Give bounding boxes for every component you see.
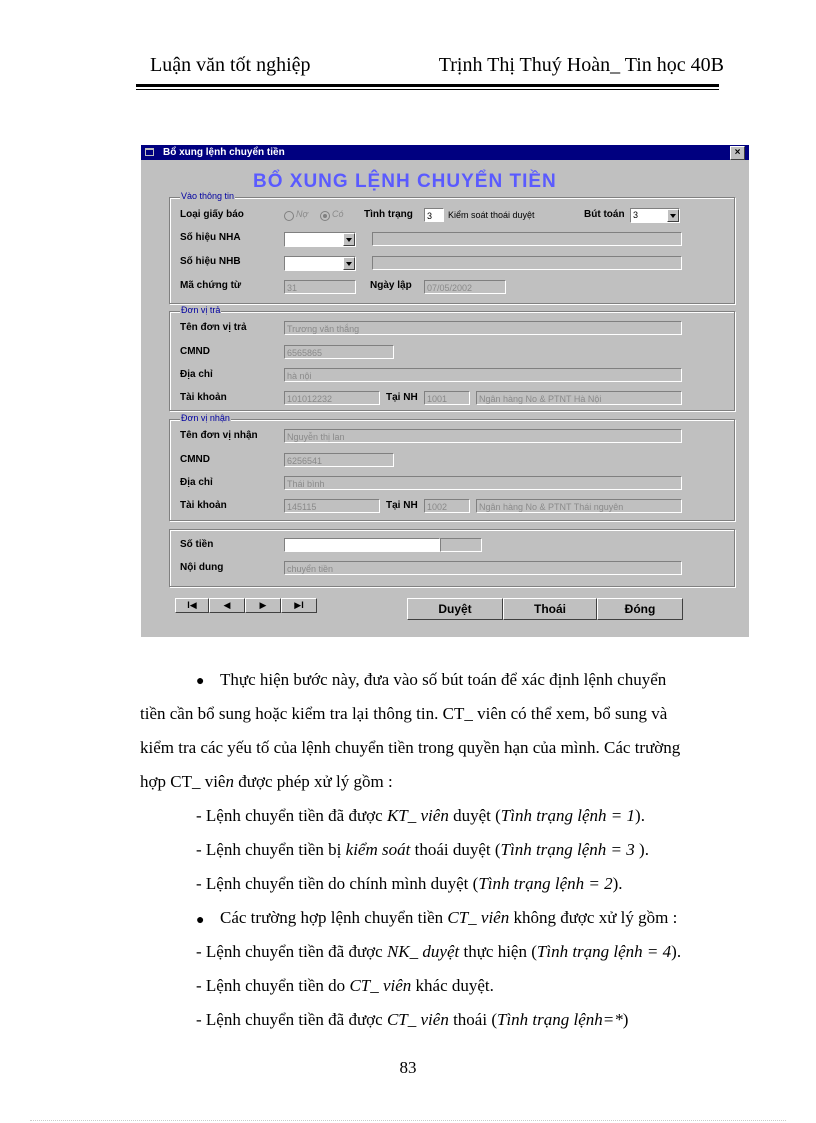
but-toan-value: 3: [633, 210, 639, 220]
nhb-name-field: [372, 256, 682, 270]
radio-no-label: Nợ: [296, 209, 308, 219]
info-group: [169, 191, 735, 304]
header-rule-thin: [136, 89, 719, 90]
payee-name-label: Tên đơn vị nhận: [180, 430, 258, 441]
list-item-2: - Lệnh chuyển tiền bị kiểm soát thoái duyệt (Tình trạng lệnh = 3 ).: [196, 840, 649, 859]
ngay-lap-label: Ngày lập: [370, 280, 412, 291]
duyet-button[interactable]: Duyệt: [407, 598, 503, 620]
nav-first-button[interactable]: I◀: [175, 598, 209, 613]
app-window: [141, 145, 749, 637]
footer-dotted-rule: [30, 1120, 786, 1121]
radio-co[interactable]: [320, 211, 330, 221]
payee-group-label: Đơn vị nhận: [181, 413, 230, 423]
payer-name-label: Tên đơn vị trả: [180, 322, 247, 333]
so-hieu-nhb-select[interactable]: [284, 256, 356, 271]
ngay-lap-field: 07/05/2002: [424, 280, 506, 294]
nav-prev-button[interactable]: ◀: [209, 598, 245, 613]
but-toan-select[interactable]: [630, 208, 680, 223]
radio-co-label: Có: [332, 209, 344, 219]
noi-dung-label: Nội dung: [180, 562, 224, 573]
payee-cmnd-field: 6256541: [284, 453, 394, 467]
chevron-down-icon[interactable]: [343, 257, 355, 270]
payee-name-field: Nguyễn thị lan: [284, 429, 682, 443]
payee-bank-name: Ngân hàng No & PTNT Thái nguyên: [476, 499, 682, 513]
nav-last-button[interactable]: ▶I: [281, 598, 317, 613]
payee-account-field: 145115: [284, 499, 380, 513]
payer-cmnd-label: CMND: [180, 346, 210, 357]
payee-bank-code: 1002: [424, 499, 470, 513]
app-icon: [145, 148, 154, 156]
payer-account-field: 101012232: [284, 391, 380, 405]
chevron-down-icon[interactable]: [343, 233, 355, 246]
bullet-2: ●: [196, 913, 205, 928]
header-left: Luận văn tốt nghiệp: [150, 54, 311, 76]
page-number: 83: [399, 1058, 417, 1077]
payee-address-label: Địa chỉ: [180, 477, 213, 488]
ma-chung-tu-label: Mã chứng từ: [180, 280, 242, 291]
thoai-button[interactable]: Thoái: [503, 598, 597, 620]
header-rule-thick: [136, 84, 719, 87]
payee-address-field: Thái bình: [284, 476, 682, 490]
window-title: Bổ xung lệnh chuyển tiền: [163, 147, 285, 158]
list-item-5: - Lệnh chuyển tiền do CT_ viên khác duyệt.: [196, 976, 494, 995]
payer-address-field: hà nội: [284, 368, 682, 382]
so-tien-extra: [440, 538, 482, 552]
list-item-4: - Lệnh chuyển tiền đã được NK_ duyệt thực hiện (Tình trạng lệnh = 4).: [196, 942, 682, 961]
payer-cmnd-field: 6565865: [284, 345, 394, 359]
dong-button[interactable]: Đóng: [597, 598, 683, 620]
para2-line1: Các trường hợp lệnh chuyển tiền CT_ viên không được xử lý gồm :: [220, 908, 678, 927]
payee-group: [169, 413, 735, 521]
para1-line2: tiền cần bổ sung hoặc kiểm tra lại thông tin. CT_ viên có thể xem, bổ sung và: [140, 704, 668, 723]
title-bar: [141, 145, 749, 160]
payer-account-label: Tài khoản: [180, 392, 227, 403]
so-hieu-nhb-label: Số hiệu NHB: [180, 256, 241, 267]
noi-dung-field: chuyển tiền: [284, 561, 682, 575]
tinh-trang-field[interactable]: 3: [424, 208, 444, 222]
tinh-trang-label: Tình trạng: [364, 209, 413, 220]
form-heading: BỔ XUNG LỆNH CHUYỂN TIỀN: [253, 171, 557, 192]
nav-next-button[interactable]: ▶: [245, 598, 281, 613]
but-toan-label: Bút toán: [584, 209, 625, 220]
para1-line1: Thực hiện bước này, đưa vào số bút toán để xác định lệnh chuyển: [220, 670, 667, 689]
tinh-trang-desc: Kiểm soát thoái duyệt: [448, 210, 535, 220]
para1-line4: hợp CT_ viên được phép xử lý gồm :: [140, 772, 393, 791]
payer-bank-name: Ngân hàng No & PTNT Hà Nội: [476, 391, 682, 405]
money-group: [169, 529, 735, 587]
list-item-1: - Lệnh chuyển tiền đã được KT_ viên duyệt (Tình trạng lệnh = 1).: [196, 806, 645, 825]
payer-name-field: Trương văn thắng: [284, 321, 682, 335]
payer-bank-code: 1001: [424, 391, 470, 405]
payer-group: [169, 305, 735, 411]
so-tien-label: Số tiền: [180, 539, 214, 550]
doc-header: [140, 54, 730, 80]
para1-line3: kiểm tra các yếu tố của lệnh chuyển tiền trong quyền hạn của mình. Các trường: [140, 738, 681, 757]
ma-chung-tu-field: 31: [284, 280, 356, 294]
so-hieu-nha-select[interactable]: [284, 232, 356, 247]
payer-bank-label: Tại NH: [386, 392, 418, 403]
close-icon[interactable]: ×: [730, 146, 745, 160]
chevron-down-icon[interactable]: [667, 209, 679, 222]
so-tien-input[interactable]: [284, 538, 440, 552]
radio-no[interactable]: [284, 211, 294, 221]
payee-cmnd-label: CMND: [180, 454, 210, 465]
list-item-3: - Lệnh chuyển tiền do chính mình duyệt (Tình trạng lệnh = 2).: [196, 874, 623, 893]
list-item-6: - Lệnh chuyển tiền đã được CT_ viên thoái (Tình trạng lệnh=*): [196, 1010, 629, 1029]
info-group-label: Vào thông tin: [181, 191, 235, 201]
loai-giay-bao-label: Loại giấy báo: [180, 209, 244, 220]
payee-bank-label: Tại NH: [386, 500, 418, 511]
nha-name-field: [372, 232, 682, 246]
payer-group-label: Đơn vị trả: [181, 305, 221, 315]
header-right: Trịnh Thị Thuý Hoàn_ Tin học 40B: [438, 54, 724, 76]
payer-address-label: Địa chỉ: [180, 369, 213, 380]
payee-account-label: Tài khoản: [180, 500, 227, 511]
so-hieu-nha-label: Số hiệu NHA: [180, 232, 241, 243]
bullet-1: ●: [196, 674, 205, 689]
